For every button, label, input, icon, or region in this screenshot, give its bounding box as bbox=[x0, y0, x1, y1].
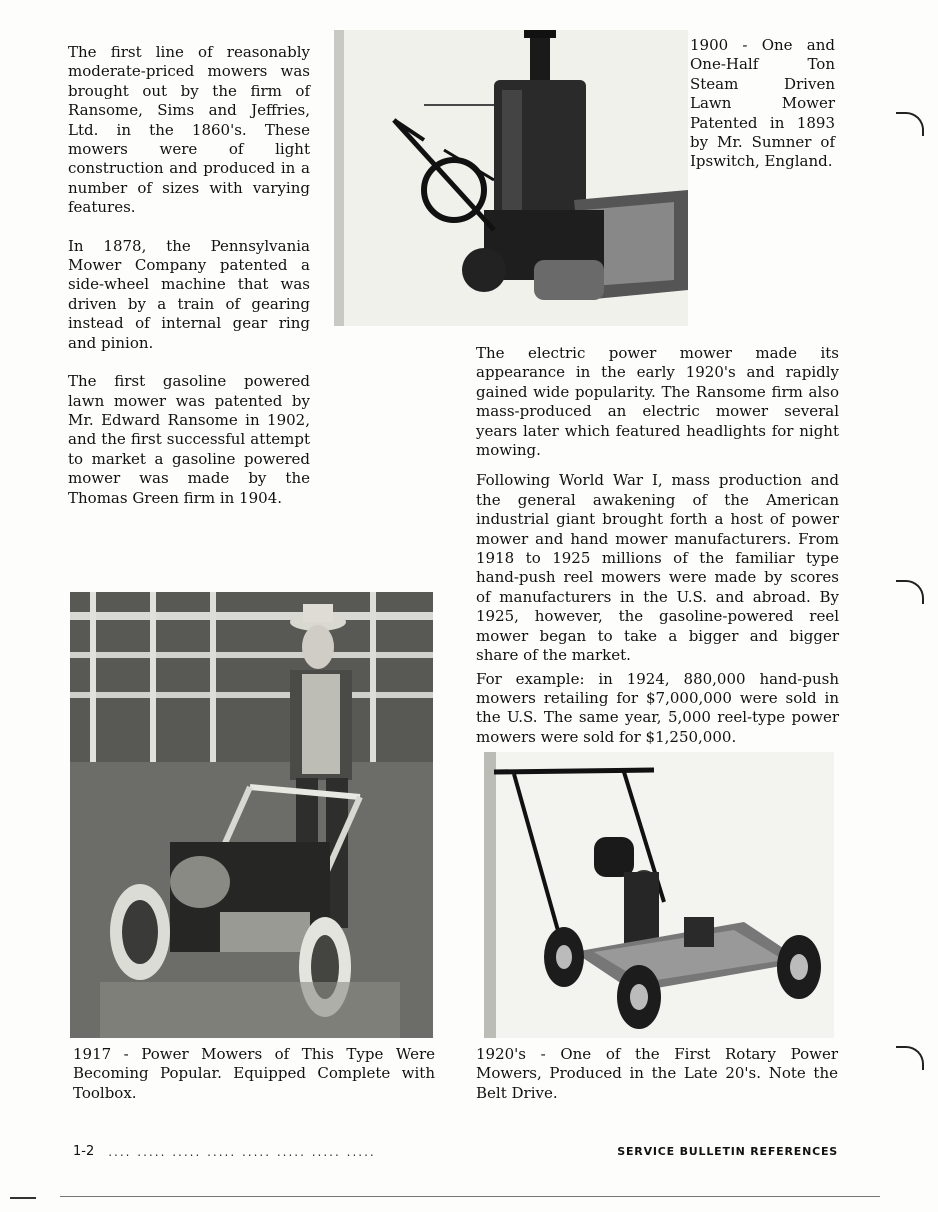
power-mower-1917-photo bbox=[70, 592, 433, 1038]
photo-1917-caption: 1917 - Power Mowers of This Type Were Becoming Popular. Equipped Complete with Toolbox. bbox=[73, 1045, 435, 1102]
paragraph-first-gasoline: The first gasoline powered lawn mower was patented by Mr. Edward Ransome in 1902, and the first successful attempt to market a gasoline powered mower was made by the Thomas Green firm in 1904. bbox=[68, 372, 310, 507]
paragraph-electric-mower: The electric power mower made its appearance in the early 1920's and rapidly gained wide popularity. The Ransome firm also mass-produced an electric mower several years later which featured headlights for night mowing. bbox=[476, 344, 839, 460]
binder-hole-mark-top bbox=[896, 112, 924, 136]
paragraph-ransome-sims: The first line of reasonably moderate-priced mowers was brought out by the firm of Ransome, Sims and Jeffries, Ltd. in the 1860's. These mowers were of light construction and produced in a number of sizes with varying features. bbox=[68, 43, 310, 217]
paragraph-pennsylvania: In 1878, the Pennsylvania Mower Company patented a side-wheel machine that was driven by a train of gearing instead of internal gear ring and pinion. bbox=[68, 236, 310, 352]
binder-hole-mark-middle bbox=[896, 580, 924, 604]
service-bulletin-references: SERVICE BULLETIN REFERENCES bbox=[617, 1145, 838, 1158]
bottom-rule bbox=[60, 1196, 880, 1197]
steam-mower-photo bbox=[334, 30, 688, 326]
paragraph-world-war: Following World War I, mass production and the general awakening of the American industrial giant brought forth a host of power mower and hand mower manufacturers. From 1918 to 1925 millions of the familiar type hand-push reel mowers were made by scores of manufacturers in the U.S. and abroad. By 1925, however, the gasoline-powered reel mower began to take a bigger and bigger share of the market. bbox=[476, 471, 839, 665]
photo-1920s-caption: 1920's - One of the First Rotary Power Mowers, Produced in the Late 20's. Note the Belt Drive. bbox=[476, 1045, 838, 1102]
steam-mower-caption: 1900 - One and One-Half Ton Steam Driven Lawn Mower Patented in 1893 by Mr. Sumner of Ipswitch, England. bbox=[690, 36, 835, 171]
dot-leader: .... ..... ..... ..... ..... ..... ..... ..... bbox=[108, 1144, 376, 1159]
binder-hole-mark-bottom bbox=[896, 1046, 924, 1070]
page-number: 1-2 bbox=[73, 1144, 95, 1159]
bottom-left-mark bbox=[10, 1197, 36, 1199]
paragraph-for-example: For example: in 1924, 880,000 hand-push mowers retailing for $7,000,000 were sold in the U.S. The same year, 5,000 reel-type power mowers were sold for $1,250,000. bbox=[476, 669, 839, 746]
left-column-text bbox=[68, 43, 310, 508]
right-column-text bbox=[476, 344, 839, 747]
rotary-mower-1920s-photo bbox=[484, 752, 834, 1038]
page-footer bbox=[73, 1144, 838, 1159]
